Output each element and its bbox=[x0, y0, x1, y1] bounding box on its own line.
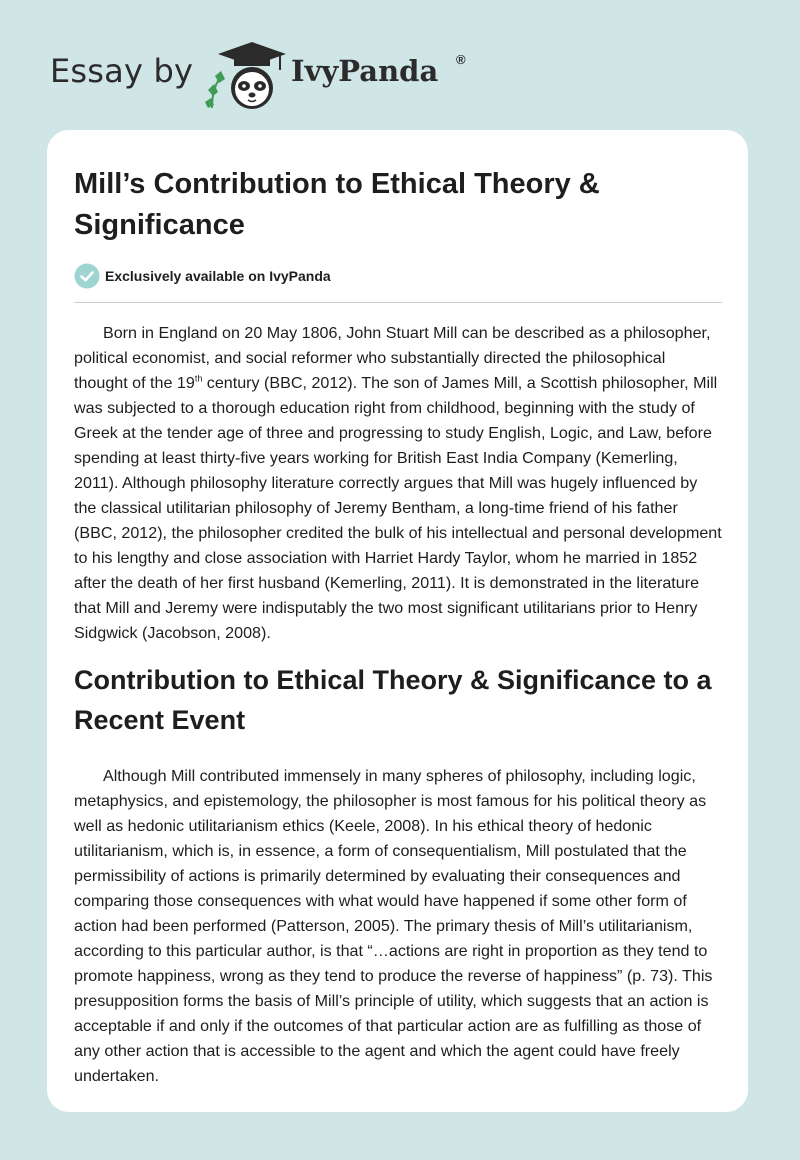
paragraph-intro bbox=[74, 321, 722, 646]
ivypanda-logo-icon[interactable] bbox=[202, 38, 286, 110]
site-header bbox=[50, 38, 520, 110]
registered-mark: ® bbox=[456, 52, 466, 67]
essay-by-text: Essay by bbox=[50, 52, 194, 90]
page-title: Mill’s Contribution to Ethical Theory & Significance bbox=[74, 168, 600, 241]
paragraph-contribution: Although Mill contributed immensely in many spheres of philosophy, including logic, metaphysics, and epistemology, the philosopher is most famous for his political theory as well as hedonic utilitarianism ethics (Keele, 2008). In his ethical theory of hedonic utilitarianism, which is, in essence, a form of consequentialism, Mill postulated that the permissibility of actions is primarily determined by evaluating their consequences and comparing those consequences with what would have happened if some other form of action had been performed (Patterson, 2005). The primary thesis of Mill’s utilitarianism, according to this particular author, is that “…actions are right in proportion as they tend to promote happiness, wrong as they tend to produce the reverse of happiness” (p. 73). This presupposition forms the basis of Mill’s principle of utility, which suggests that an action is acceptable if and only if the outcomes of that particular action are as fulfilling as those of any other action that is accessible to the agent and which the agent could have freely undertaken. bbox=[74, 767, 713, 1085]
section-heading: Contribution to Ethical Theory & Significance to a Recent Event bbox=[74, 665, 712, 735]
exclusive-badge-label: Exclusively available on IvyPanda bbox=[105, 268, 331, 284]
check-circle-icon bbox=[74, 263, 100, 289]
essay-card bbox=[47, 130, 748, 1112]
exclusive-badge bbox=[74, 263, 474, 289]
paragraph-intro-part-1: Born in England on 20 May 1806, John Stuart Mill can be described as a philosopher, political economist, and social reformer who substantially directed the philosophical thought of the 19 bbox=[74, 324, 711, 392]
brand-name[interactable]: IvyPanda bbox=[291, 54, 439, 88]
ordinal-suffix: th bbox=[194, 373, 203, 384]
paragraph-intro-part-2: century (BBC, 2012). The son of James Mill, a Scottish philosopher, Mill was subjected to a thorough education right from childhood, beginning with the study of Greek at the tender age of three and progressing to study English, Logic, and Law, before spending at least thirty-five years working for British East India Company (Kemerling, 2011). Although philosophy literature correctly argues that Mill was hugely influenced by the classical utilitarian philosophy of Jeremy Bentham, a long-time friend of his father (BBC, 2012), the philosopher credited the bulk of his intellectual and personal development to his lengthy and close association with Harriet Hardy Taylor, whom he married in 1852 after the death of her first husband (Kemerling, 2011). It is demonstrated in the literature that Mill and Jeremy were indisputably the two most significant utilitarians prior to Henry Sidgwick (Jacobson, 2008). bbox=[74, 374, 722, 642]
divider bbox=[74, 302, 722, 303]
